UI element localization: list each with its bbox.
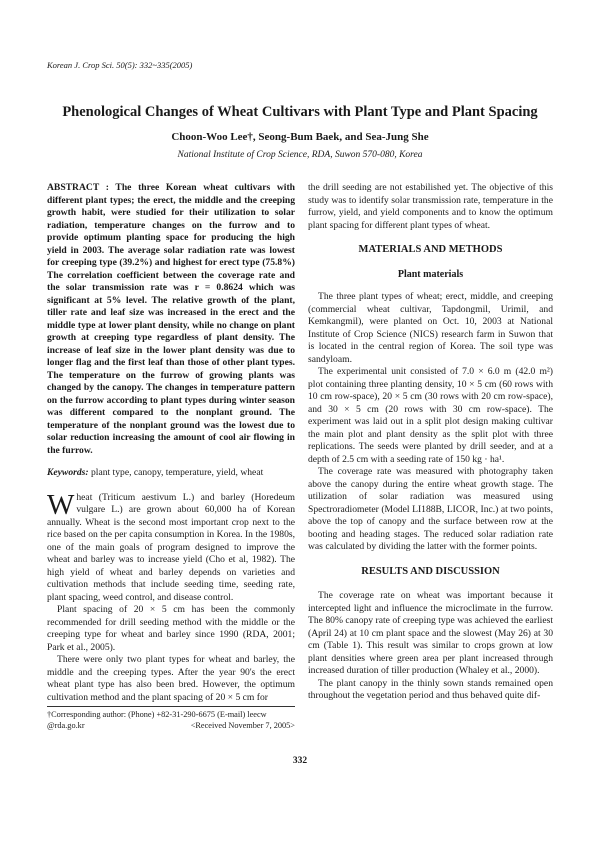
intro-paragraph-1 xyxy=(47,488,295,605)
footnote-line-2 xyxy=(47,721,295,732)
received-date: <Received November 7, 2005> xyxy=(190,720,295,730)
paper-title: Phenological Changes of Wheat Cultivars with Plant Type and Plant Spacing xyxy=(62,104,538,120)
plant-materials-heading: Plant materials xyxy=(397,268,464,280)
author-list: Choon-Woo Lee†, Seong-Bum Baek, and Sea-Jung She xyxy=(171,131,429,143)
keywords-text: plant type, canopy, temperature, yield, wheat xyxy=(88,467,264,478)
methods-paragraph-1: The three plant types of wheat; erect, middle, and creeping (commercial wheat cultivar, Tapdongmil, Urimil, and Kemkangmil), were planted on Oct. 10, 2003 at National Institute of Crop Science (NICS) research farm in Suwon that is located in the central region of Korea. The soil type was sandyloam. xyxy=(308,291,553,365)
abstract: ABSTRACT : The three Korean wheat cultivars with different plant types; the erect, the middle and the creeping growth habit, were studied for their utilization to solar radiation, temperature changes on the furrow and to provide optimum planting space for producing the high yield in 2003. The average solar radiation rate was lowest for creeping type (39.2%) and highest for erect type (75.8%) The correlation coefficient between the coverage rate and the solar transmission rate was r = 0.8624 which was significant at 5% level. The relative growth of the plant, tiller rate and leaf size was increased in the erect and the middle type at lower plant density, while no change on plant growth at creeping type regardless of plant density. The increase of leaf size in the lower plant density was due to longer flag and the first leaf than those of other plant types. The temperature on the furrow of growing plants was changed by the canopy. The changes in temperature pattern on the furrow according to plant types during winter season was different compared to the nonplant ground. The temperature of the nonplant ground was the lowest due to solar reduction increasing the amount of cool air flowing in the furrow. xyxy=(47,182,295,456)
keywords-label: Keywords: xyxy=(47,467,89,478)
methods-paragraph-2: The experimental unit consisted of 7.0 × 6.0 m (42.0 m²) plot containing three planting density, 10 × 5 cm (60 rows with 10 cm row-space), 20 × 5 cm (30 rows with 20 cm row-space), and 30 × 5 cm (20 rows with 30 cm row-space). The experiment was laid out in a split plot design making cultivar the main plot and plant density as the split plot with three replications. The seeds were planted by drill seeder, and at a depth of 2.5 cm with a seeding rate of 150 kg · ha¹. xyxy=(308,366,553,465)
intro-paragraph-1-text: heat (Triticum aestivum L.) and barley (Horedeum vulgare L.) are grown about 60,000 ha of Korean annually. Wheat is the second most important crop next to the rice based on the per capita consumption in Korea. In the 1980s, one of the main goals of program designed to improve the wheat and barley was to increase yield (Cho et al, 1982). The high yield of wheat and barley depends on varieties and cultivation methods that include seeding time, seeding rate, plant spacing, weed control, and disease control. xyxy=(47,491,295,603)
intro-paragraph-2: Plant spacing of 20 × 5 cm has been the commonly recommended for drill seeding method with the middle or the creeping type for wheat and barley since 1990 (RDA, 2001; Park et al., 2005). xyxy=(47,604,295,653)
keywords xyxy=(47,467,295,480)
intro-paragraph-3: There were only two plant types for wheat and barley, the middle and the creeping types. After the year 90's the erect wheat plant type has also been bred. However, the optimum cultivation method and the plant spacing of 20 × 5 cm for xyxy=(47,654,295,703)
results-heading: RESULTS AND DISCUSSION xyxy=(361,565,500,577)
page-number: 332 xyxy=(292,756,308,766)
footnote-line-1: †Corresponding author: (Phone) +82-31-290-6675 (E-mail) leecw xyxy=(47,710,267,719)
corresponding-author-footnote xyxy=(47,706,295,731)
drop-cap: W xyxy=(47,488,75,521)
footnote-email-domain: @rda.go.kr xyxy=(47,720,85,730)
results-paragraph-2: The plant canopy in the thinly sown stands remained open throughout the vegetation period and thus behaved quite dif- xyxy=(308,677,553,701)
methods-heading: MATERIALS AND METHODS xyxy=(358,244,503,255)
intro-paragraph-3-continued: the drill seeding are not estabilished yet. The objective of this study was to identify solar transmission rate, temperature in the furrow, yield, and yield components and to know the optimum plant spacing for different plant types of wheat. xyxy=(308,182,553,231)
left-column xyxy=(47,182,295,704)
journal-citation: Korean J. Crop Sci. 50(5): 332~335(2005) xyxy=(47,60,193,70)
methods-paragraph-3: The coverage rate was measured with photography taken above the canopy during the entire wheat growth stage. The utilization of solar radiation was measured using Spectroradiometer (Model LI188B, LICOR, Inc.) at two points, above the top of canopy and the surface between row at the booting and heading stages. The reduced solar radiation rate was calculated by dividing the latter with the former points. xyxy=(308,466,553,552)
results-paragraph-1: The coverage rate on wheat was important because it intercepted light and influence the microclimate in the furrow. The 80% canopy rate of creeping type was achieved the earliest (April 24) at 10 cm plant space and the slowest (May 26) at 30 cm (Table 1). This result was similar to crops grown at low plant densities where green area per plant increased through increased duration of tiller production (Whaley et al., 2000). xyxy=(308,590,553,676)
right-column xyxy=(308,182,553,703)
affiliation: National Institute of Crop Science, RDA, Suwon 570-080, Korea xyxy=(177,150,423,160)
